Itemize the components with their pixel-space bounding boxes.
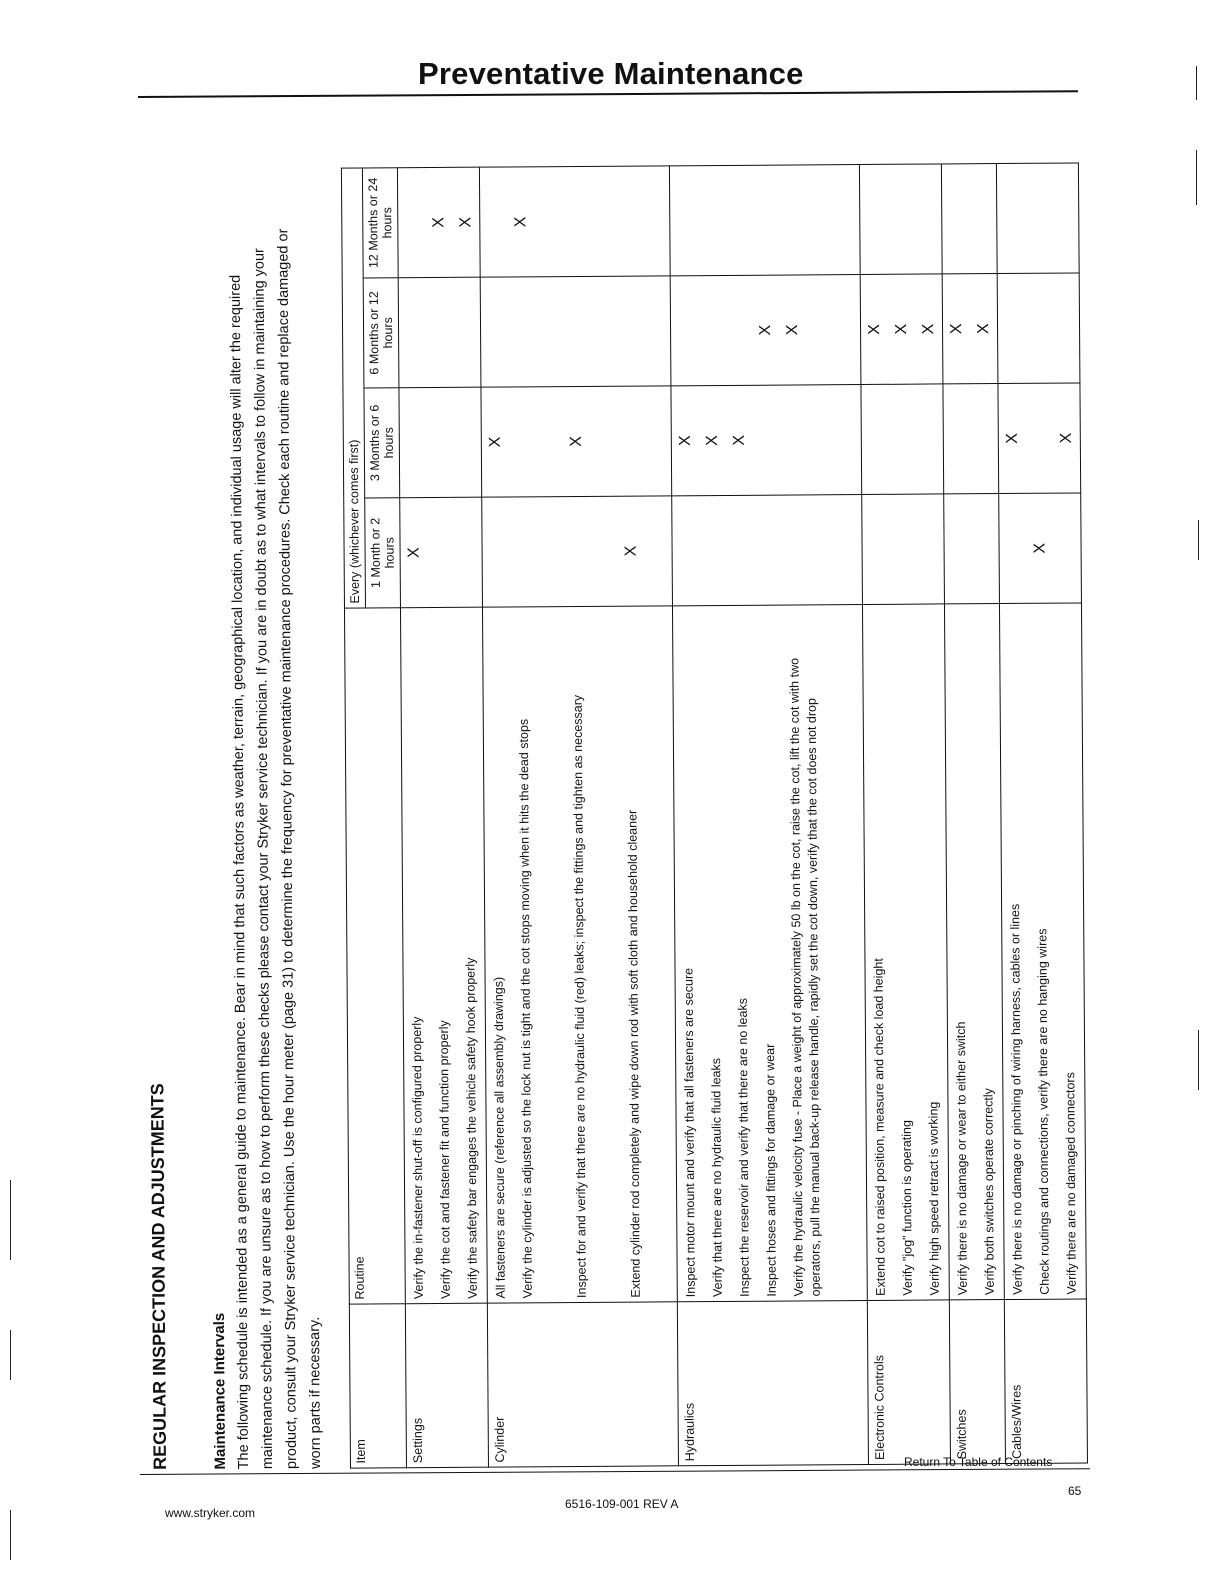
routine-text: Verify the hydraulic velocity fuse - Place a weight of approximately 50 lb on the cot, raise the cot, lift the cot with two operators, pull the manual back-up release handle, rapidly set the cot down, verify that the cot does not drop: [787, 657, 823, 1297]
interval-cell: [669, 165, 860, 276]
check-mark: X: [893, 323, 911, 335]
interval-cell: [999, 493, 1082, 604]
empty-mark: [427, 498, 455, 607]
empty-mark: [862, 495, 890, 604]
routine-text: Verify the cylinder is adjusted so the lock nut is tight and the cot stops moving when it hits the dead stops: [516, 718, 535, 1299]
empty-mark: [944, 494, 972, 603]
scan-edge-mark: [1196, 66, 1197, 100]
empty-mark: [563, 497, 618, 606]
routine-cell: [999, 603, 1086, 1300]
check-mark: X: [703, 435, 721, 446]
empty-mark: [616, 386, 671, 495]
table-row: [996, 163, 1087, 1464]
empty-mark: [697, 166, 725, 275]
empty-mark: [1024, 164, 1052, 273]
column-header-interval: 12 Months or 24 hours: [362, 168, 398, 278]
empty-mark: [508, 387, 563, 496]
interval-cell: [997, 273, 1080, 384]
empty-mark: [562, 277, 617, 386]
routine-text: Verify the in-fastener shut-off is configured properly: [409, 1016, 426, 1300]
routine-text: Inspect the reservoir and verify that there are no leaks: [735, 998, 752, 1297]
check-mark: X: [784, 324, 802, 336]
scan-edge-mark: [10, 1180, 11, 1260]
empty-mark: [482, 497, 510, 606]
routine-text: Verify that there are no hydraulic fluid leaks: [709, 1057, 725, 1298]
page-number: 65: [1068, 1484, 1082, 1498]
empty-mark: [780, 495, 862, 605]
empty-mark: [426, 388, 454, 497]
empty-mark: [751, 166, 779, 275]
routine-text: Verify there are no damaged connectors: [1063, 1072, 1079, 1295]
empty-mark: [860, 165, 888, 274]
empty-mark: [971, 494, 999, 603]
empty-mark: [1025, 384, 1053, 493]
empty-mark: [753, 496, 781, 605]
interval-cell: [397, 167, 480, 278]
check-mark: X: [1003, 433, 1021, 444]
empty-mark: [561, 167, 616, 276]
routine-text: Extend cylinder rod completely and wipe down rod with soft cloth and household cleaner: [625, 809, 643, 1298]
check-mark: X: [730, 434, 748, 446]
footer-divider: [140, 1468, 1090, 1475]
scan-edge-mark: [10, 1330, 11, 1380]
routine-text: Verify both switches operate correctly: [981, 1088, 997, 1296]
empty-mark: [481, 277, 509, 386]
interval-cell: [671, 385, 862, 496]
interval-cell: [398, 277, 481, 388]
item-cell: Settings: [405, 1303, 488, 1468]
empty-mark: [699, 496, 727, 605]
routine-text: Verify there is no damage or pinching of wiring harness, cables or lines: [1008, 903, 1025, 1295]
empty-mark: [889, 495, 917, 604]
routine-text: Inspect motor mount and verify that all fasteners are secure: [681, 967, 698, 1298]
interval-cell: [481, 386, 672, 497]
empty-mark: [480, 167, 508, 276]
item-cell: Switches: [949, 1300, 1005, 1464]
scan-edge-mark: [1198, 520, 1199, 560]
check-mark: X: [676, 435, 694, 447]
check-mark: X: [1057, 432, 1075, 444]
check-mark: X: [512, 216, 530, 228]
check-mark: X: [866, 324, 884, 335]
routine-text: Inspect for and verify that there are no hydraulic fluid (red) leaks; inspect the fittings and tighten as necessary: [570, 694, 589, 1299]
column-header-interval: 6 Months or 12 hours: [363, 278, 399, 388]
table-row: [941, 164, 1005, 1464]
interval-cell: [399, 387, 482, 498]
intro-paragraph: The following schedule is intended as a general guide to maintenance. Bear in mind that such factors as weather, terrain, geographical location, and individual usage will alter the required maintenance schedule. If you are unsure as to how to perform these checks please contact your Stryker service technician. If you are in doubt as to what intervals to follow in maintaining your product, consult your Stryker service technician. Use the hour meter (page 31) to determine the frequency for preventative maintenance procedures. Check each routine and replace damaged or worn parts if necessary.: [227, 228, 324, 1470]
interval-cell: [944, 494, 1000, 604]
item-cell: Cables/Wires: [1004, 1299, 1087, 1464]
table-row: [479, 166, 678, 1467]
interval-cell: [482, 496, 673, 607]
interval-cell: [400, 497, 483, 608]
interval-cell: [996, 163, 1079, 274]
routine-cell: [672, 605, 867, 1302]
routine-text: Verify "jog" function is operating: [899, 1120, 915, 1296]
item-cell: Electronic Controls: [867, 1300, 950, 1465]
empty-mark: [698, 276, 726, 385]
routine-text: Verify there is no damage or wear to either switch: [953, 1021, 970, 1296]
item-cell: Cylinder: [487, 1302, 678, 1467]
check-mark: X: [430, 217, 448, 228]
table-body: [397, 163, 1087, 1468]
empty-mark: [671, 276, 699, 385]
item-cell: Hydraulics: [677, 1300, 868, 1465]
empty-mark: [915, 384, 943, 493]
empty-mark: [970, 384, 998, 493]
maintenance-schedule-table: [341, 163, 1088, 1468]
interval-cell: [943, 384, 999, 494]
interval-cell: [670, 275, 861, 386]
routine-text: Check routings and connections, verify there are no hanging wires: [1035, 928, 1052, 1295]
column-header-item: Item: [349, 1304, 406, 1468]
empty-mark: [888, 385, 916, 494]
routine-cell: [400, 607, 487, 1304]
check-mark: X: [457, 216, 475, 228]
empty-mark: [726, 496, 754, 605]
check-mark: X: [567, 436, 585, 447]
routine-cell: [862, 604, 949, 1301]
empty-mark: [399, 278, 427, 387]
interval-cell: [862, 494, 945, 605]
empty-mark: [615, 166, 670, 275]
empty-mark: [998, 274, 1026, 383]
routine-cell: [944, 604, 1004, 1300]
interval-cell: [998, 383, 1081, 494]
return-to-toc-link[interactable]: Return To Table of Contents: [904, 1455, 1053, 1469]
routine-text: Verify high speed retract is working: [926, 1101, 942, 1296]
routine-cell: [482, 606, 677, 1303]
check-mark: X: [948, 323, 966, 335]
check-mark: X: [1031, 542, 1049, 554]
interval-cell: [941, 164, 997, 274]
check-mark: X: [622, 545, 640, 557]
empty-mark: [752, 386, 780, 495]
routine-text: Extend cot to raised position, measure and check load height: [871, 958, 888, 1296]
empty-mark: [1053, 493, 1081, 602]
check-mark: X: [975, 323, 993, 335]
routine-text: Verify the cot and fastener fit and function properly: [436, 1020, 453, 1299]
interval-cell: [672, 495, 863, 606]
rotated-content: [141, 164, 1080, 1470]
intro-heading: Maintenance Intervals: [210, 1312, 229, 1470]
empty-mark: [969, 164, 997, 273]
empty-mark: [616, 276, 671, 385]
empty-mark: [398, 168, 426, 277]
column-header-interval: 3 Months or 6 hours: [364, 388, 400, 498]
check-mark: X: [486, 436, 504, 448]
interval-cell: [480, 276, 671, 387]
table-row: [859, 164, 950, 1465]
page-title: Preventative Maintenance: [418, 56, 804, 91]
empty-mark: [916, 494, 944, 603]
empty-mark: [725, 276, 753, 385]
empty-mark: [509, 497, 564, 606]
empty-mark: [999, 494, 1027, 603]
empty-mark: [997, 164, 1025, 273]
interval-cell: [860, 274, 943, 385]
empty-mark: [399, 388, 427, 497]
footer-url: www.stryker.com: [165, 1506, 256, 1520]
empty-mark: [914, 164, 942, 273]
empty-mark: [861, 385, 889, 494]
column-header-every: Every (whichever comes first): [341, 168, 365, 608]
empty-mark: [453, 278, 481, 387]
empty-mark: [942, 164, 970, 273]
empty-mark: [779, 385, 861, 495]
routine-text: Verify the safety bar engages the vehicle safety hook properly: [463, 957, 480, 1299]
empty-mark: [454, 498, 482, 607]
table-row: [669, 165, 868, 1466]
routine-text: All fasteners are secure (reference all assembly drawings): [491, 976, 508, 1299]
empty-mark: [508, 277, 563, 386]
section-title: REGULAR INSPECTION AND ADJUSTMENTS: [147, 1083, 170, 1470]
empty-mark: [453, 388, 481, 497]
empty-mark: [887, 165, 915, 274]
routine-text: Inspect hoses and fittings for damage or wear: [763, 1043, 779, 1297]
empty-mark: [1025, 274, 1053, 383]
empty-mark: [724, 166, 752, 275]
scan-edge-mark: [1198, 1030, 1199, 1090]
empty-mark: [778, 165, 860, 275]
empty-mark: [1052, 273, 1080, 382]
check-mark: X: [757, 324, 775, 336]
document-number: 6516-109-001 REV A: [565, 1497, 679, 1511]
check-mark: X: [405, 547, 423, 559]
table-row: [397, 167, 488, 1468]
interval-cell: [479, 166, 670, 277]
interval-cell: [859, 164, 942, 275]
scan-edge-mark: [10, 1510, 11, 1560]
empty-mark: [943, 384, 971, 493]
empty-mark: [672, 496, 700, 605]
check-mark: X: [920, 323, 938, 335]
column-header-interval: 1 Month or 2 hours: [365, 498, 401, 608]
empty-mark: [670, 166, 698, 275]
interval-cell: [942, 274, 998, 384]
column-header-routine: Routine: [344, 608, 405, 1304]
empty-mark: [426, 278, 454, 387]
scan-edge-mark: [1196, 150, 1197, 205]
empty-mark: [1051, 163, 1079, 272]
interval-cell: [861, 384, 944, 495]
